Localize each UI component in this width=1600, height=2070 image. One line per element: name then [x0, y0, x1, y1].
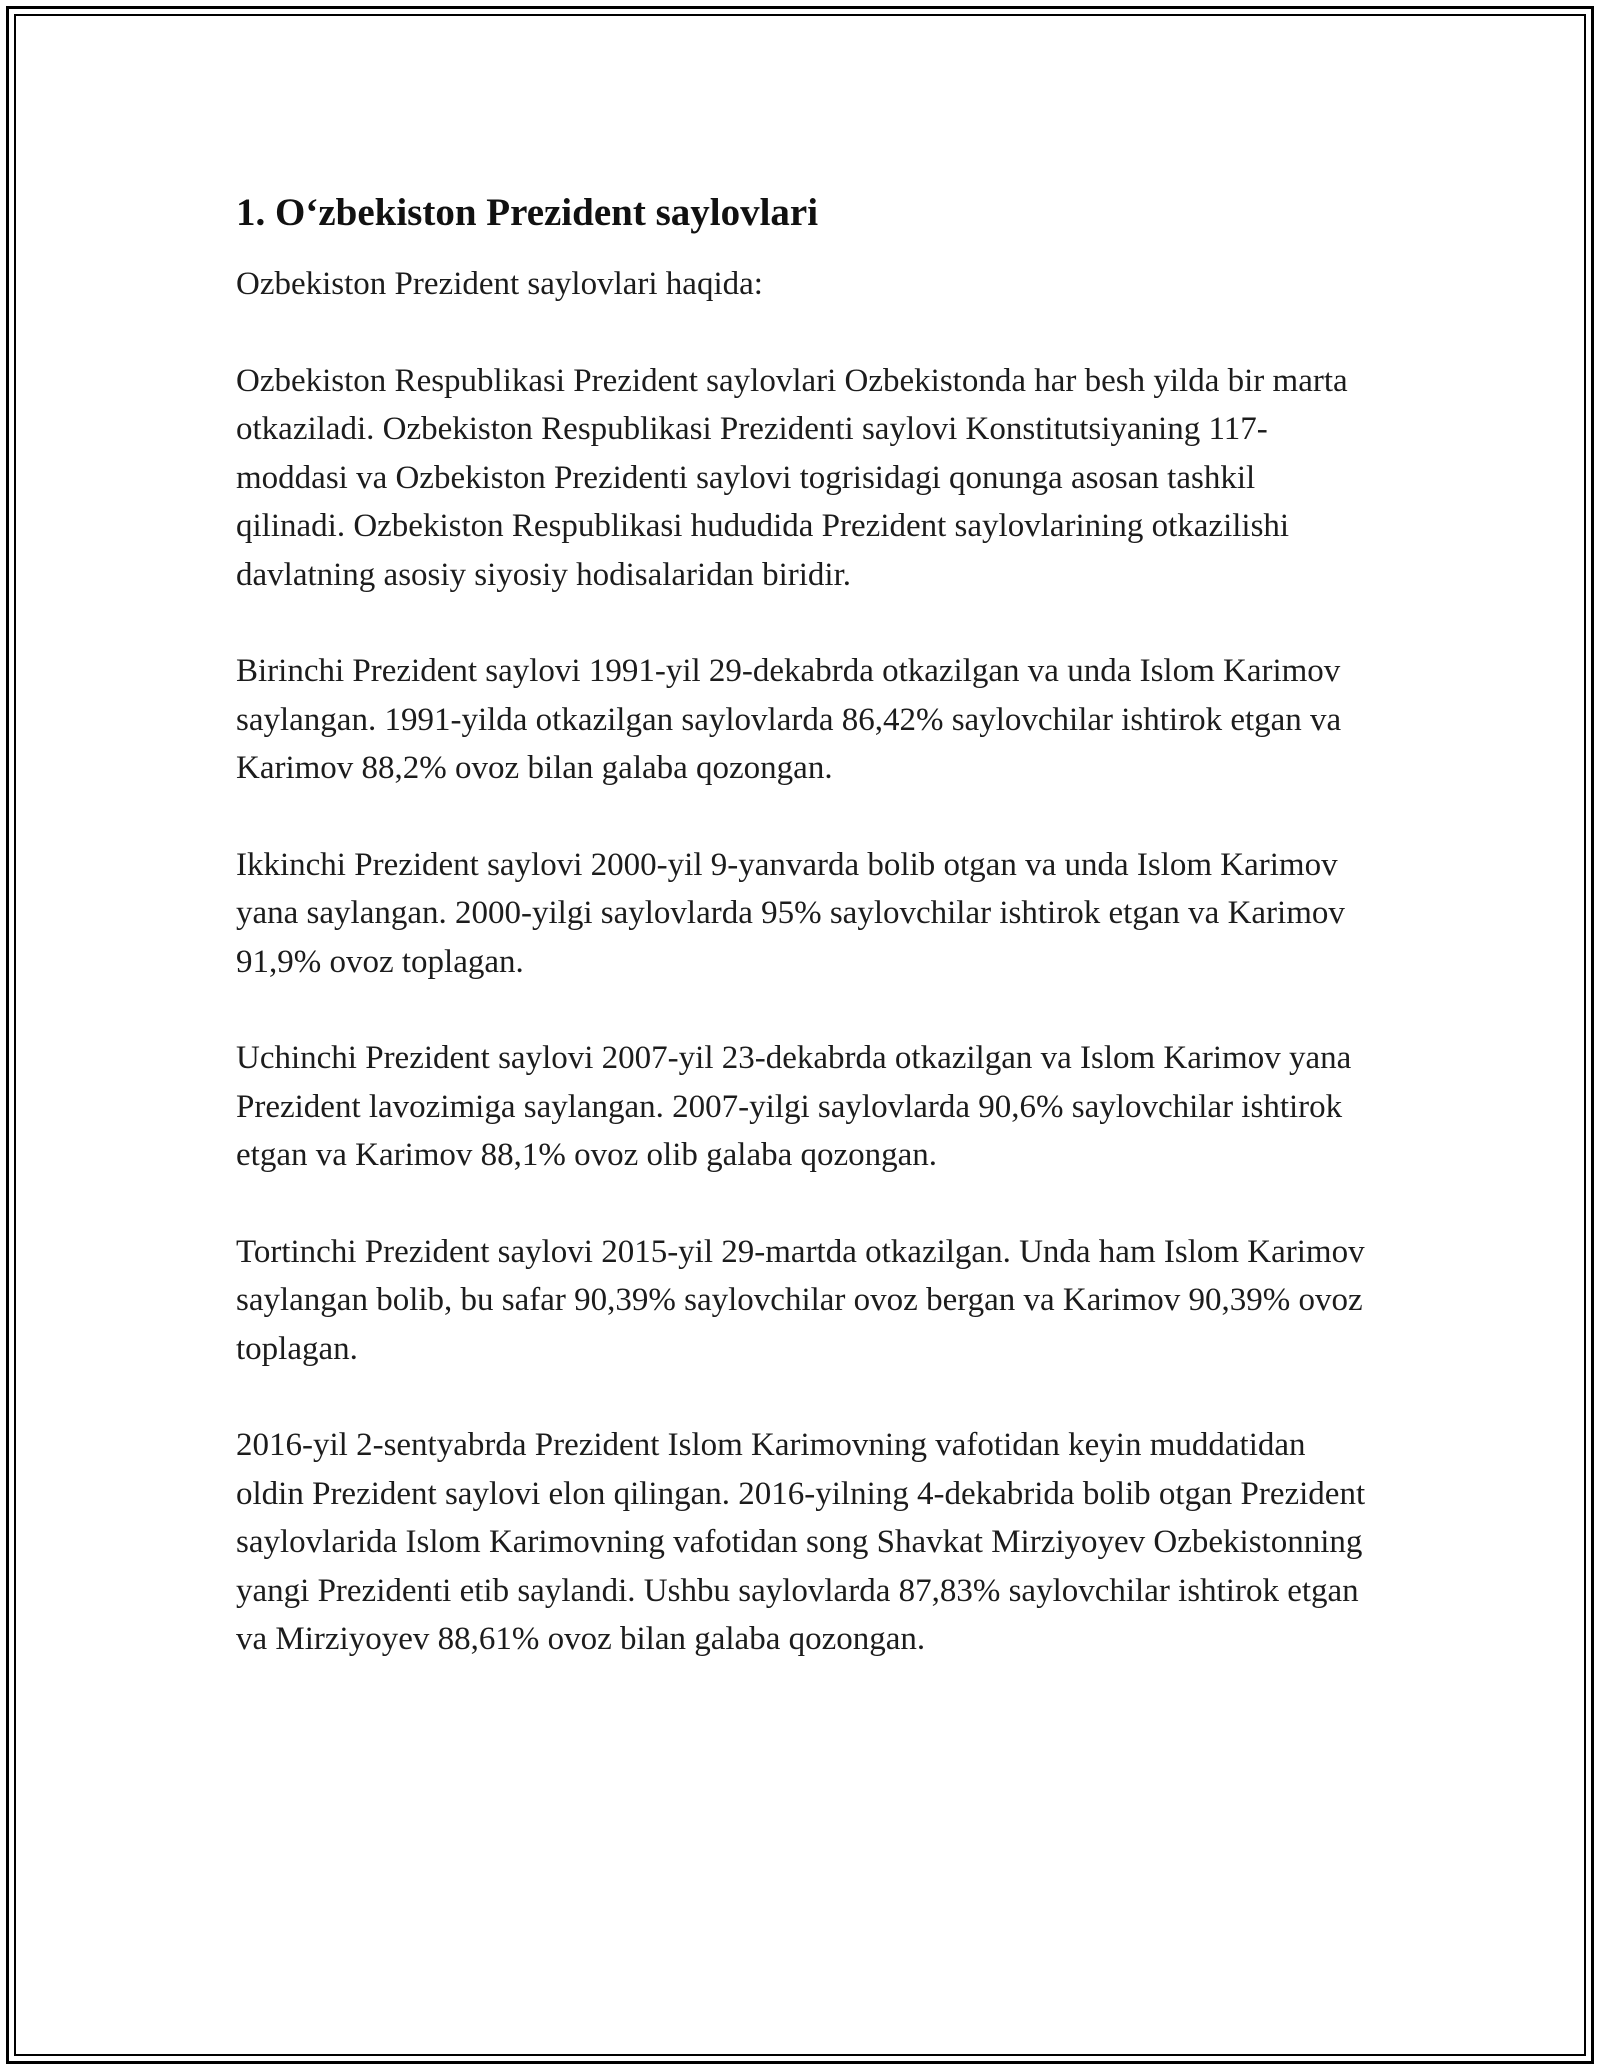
fourth-election-paragraph: Tortinchi Prezident saylovi 2015-yil 29-martda otkazilgan. Unda ham Islom Karimov saylangan bolib, bu safar 90,39% saylovchilar ovoz bergan va Karimov 90,39% ovoz toplagan. — [236, 1233, 1365, 1367]
section-heading: 1. O‘zbekiston Prezident saylovlari — [236, 191, 819, 234]
third-election-paragraph: Uchinchi Prezident saylovi 2007-yil 23-dekabrda otkazilgan va Islom Karimov yana Prezident lavozimiga saylangan. 2007-yilgi saylovlarda 90,6% saylovchilar ishtirok etgan va Karimov 88,1% ovoz olib galaba qozongan. — [236, 1040, 1352, 1173]
intro-paragraph: Ozbekiston Prezident saylovlari haqida: — [236, 266, 763, 302]
overview-paragraph: Ozbekiston Respublikasi Prezident saylovlari Ozbekistonda har besh yilda bir marta otkaziladi. Ozbekiston Respublikasi Prezidenti saylovi Konstitutsiyaning 117-moddasi va Ozbekiston Prezidenti saylovi togrisidagi qonunga asosan tashkil qilinadi. Ozbekiston Respublikasi hududida Prezident saylovlarining otkazilishi davlatning asosiy siyosiy hodisalaridan biridir. — [236, 362, 1348, 593]
document-body — [236, 186, 1366, 1712]
second-election-paragraph: Ikkinchi Prezident saylovi 2000-yil 9-yanvarda bolib otgan va unda Islom Karimov yana saylangan. 2000-yilgi saylovlarda 95% saylovchilar ishtirok etgan va Karimov 91,9% ovoz toplagan. — [236, 846, 1345, 980]
first-election-paragraph: Birinchi Prezident saylovi 1991-yil 29-dekabrda otkazilgan va unda Islom Karimov saylangan. 1991-yilda otkazilgan saylovlarda 86,42% saylovchilar ishtirok etgan va Karimov 88,2% ovoz bilan galaba qozongan. — [236, 653, 1342, 786]
early-election-paragraph: 2016-yil 2-sentyabrda Prezident Islom Karimovning vafotidan keyin muddatidan oldin Prezident saylovi elon qilingan. 2016-yilning 4-dekabrida bolib otgan Prezident saylovlarida Islom Karimovning vafotidan song Shavkat Mirziyoyev Ozbekistonning yangi Prezidenti etib saylandi. Ushbu saylovlarda 87,83% saylovchilar ishtirok etgan va Mirziyoyev 88,61% ovoz bilan galaba qozongan. — [236, 1427, 1366, 1657]
